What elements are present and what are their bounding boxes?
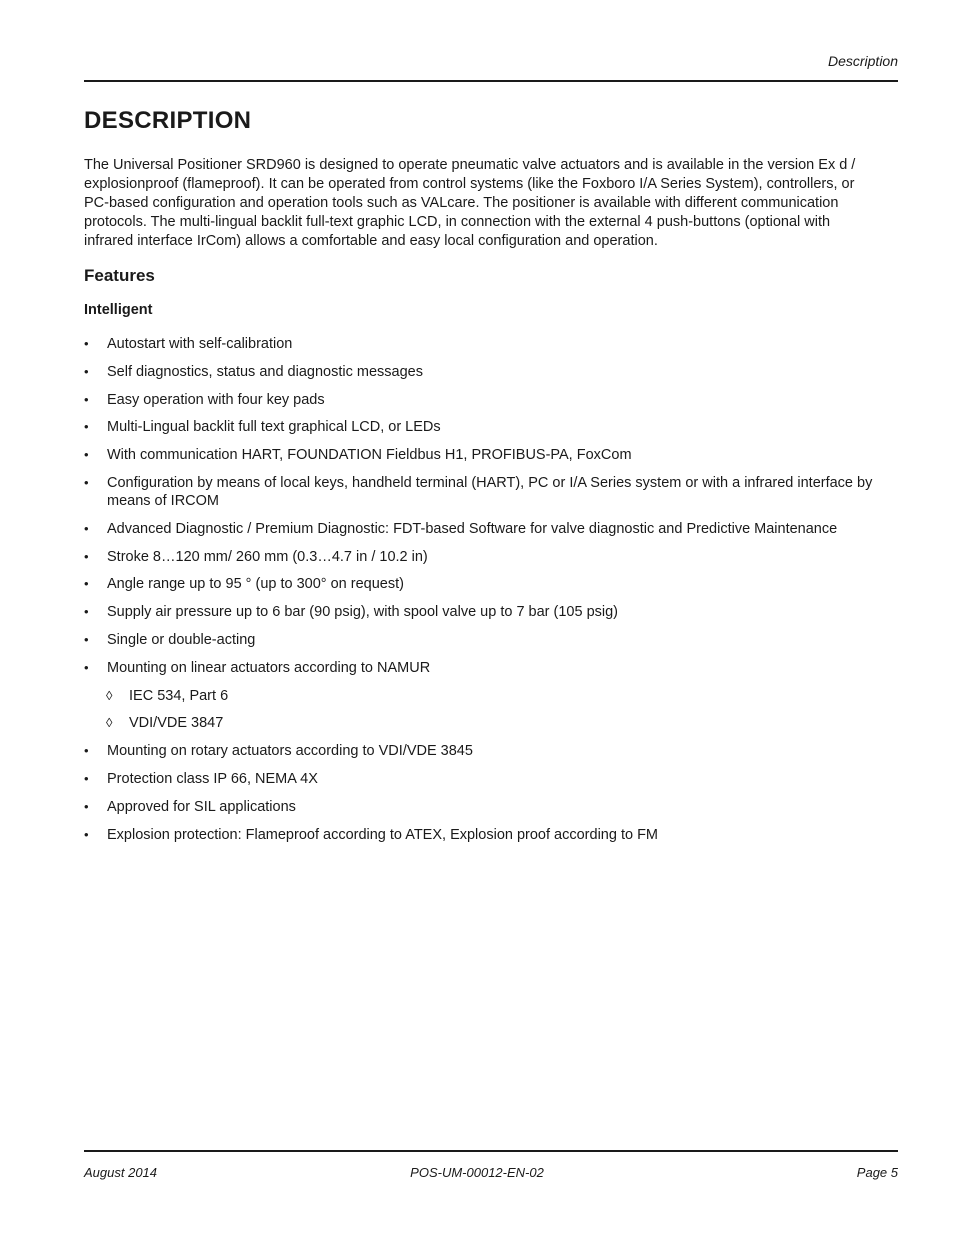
sub-list-item: ◊ IEC 534, Part 6 — [106, 687, 229, 704]
bullet-icon: • — [84, 576, 89, 592]
bullet-icon: • — [84, 363, 89, 379]
header-divider — [84, 80, 898, 82]
footer-page-number: Page 5 — [856, 1165, 898, 1180]
list-item: • Protection class IP 66, NEMA 4X — [84, 770, 318, 787]
intelligent-heading: Intelligent — [84, 302, 153, 318]
sub-list-item: ◊ VDI/VDE 3847 — [106, 715, 224, 732]
running-header: Description — [827, 53, 898, 69]
diamond-icon: ◊ — [106, 687, 113, 703]
page-title: DESCRIPTION — [84, 107, 252, 134]
list-item: • Easy operation with four key pads — [84, 391, 325, 408]
list-item: • Multi-Lingual backlit full text graphical LCD, or LEDs — [84, 419, 441, 436]
page-content — [84, 104, 874, 853]
footer-divider — [84, 1150, 898, 1152]
bullet-icon: • — [84, 548, 89, 564]
bullet-icon: • — [84, 604, 89, 620]
bullet-icon: • — [84, 520, 89, 536]
bullet-icon: • — [84, 826, 89, 842]
intro-paragraph: The Universal Positioner SRD960 is designed to operate pneumatic valve actuators and is available in the version Ex d / explosionproof (flameproof). It can be operated from control systems (like the Foxboro I/A Series System), controllers, or PC-based configuration and operation tools such as VALcare. The positioner is available with different communication protocols. The multi-lingual backlit full-text graphic LCD, in connection with the external 4 push-buttons (optional with infrared interface IrCom) allows a comfortable and easy local configuration and operation. — [84, 157, 856, 249]
list-item: • Self diagnostics, status and diagnostic messages — [84, 363, 423, 380]
diamond-icon: ◊ — [106, 715, 113, 731]
bullet-icon: • — [84, 336, 89, 351]
list-item: • Stroke 8…120 mm/ 260 mm (0.3…4.7 in / 10.2 in) — [84, 548, 428, 565]
list-item: • With communication HART, FOUNDATION Fieldbus H1, PROFIBUS-PA, FoxCom — [84, 447, 632, 464]
list-item: • Supply air pressure up to 6 bar (90 psig), with spool valve up to 7 bar (105 psig) — [84, 604, 618, 621]
list-item: • Single or double-acting — [84, 631, 256, 648]
footer-doc-number: POS-UM-00012-EN-02 — [410, 1165, 544, 1180]
bullet-icon: • — [84, 631, 89, 647]
list-item: • Angle range up to 95 ° (up to 300° on request) — [84, 576, 404, 593]
list-item: • Mounting on linear actuators according to NAMUR — [84, 659, 431, 676]
bullet-icon: • — [84, 474, 89, 490]
list-item: • Mounting on rotary actuators according to VDI/VDE 3845 — [84, 743, 473, 760]
bullet-icon: • — [84, 770, 89, 786]
bullet-icon: • — [84, 447, 89, 463]
list-item: • Configuration by means of local keys, handheld terminal (HART), PC or I/A Series system or with a infrared interface by means of IRCOM — [84, 474, 873, 509]
bullet-icon: • — [84, 419, 89, 435]
list-item: • Autostart with self-calibration — [84, 336, 293, 352]
bullet-icon: • — [84, 391, 89, 407]
list-item: • Advanced Diagnostic / Premium Diagnostic: FDT-based Software for valve diagnostic and Predictive Maintenance — [84, 520, 838, 537]
features-heading: Features — [84, 266, 155, 285]
bullet-icon: • — [84, 659, 89, 675]
bullet-icon: • — [84, 798, 89, 814]
features-list — [84, 335, 874, 844]
list-item: • Explosion protection: Flameproof according to ATEX, Explosion proof according to FM — [84, 826, 659, 843]
footer-date: August 2014 — [84, 1165, 158, 1180]
bullet-icon: • — [84, 743, 89, 759]
list-item: • Approved for SIL applications — [84, 798, 296, 815]
